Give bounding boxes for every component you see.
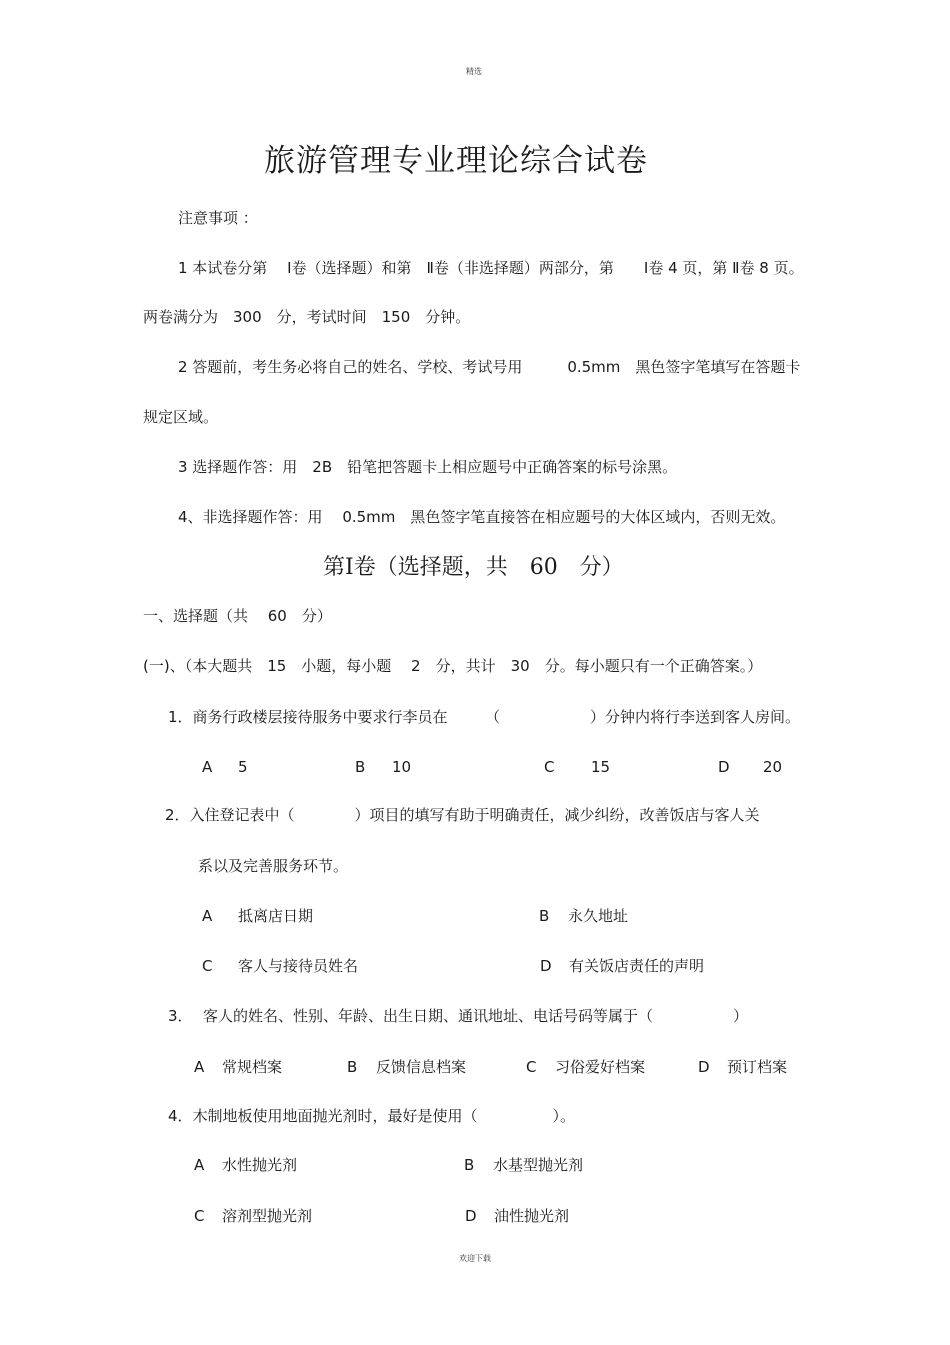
- question-4-option-d-text: 油性抛光剂: [494, 1207, 570, 1225]
- question-4-option-b-letter: B: [464, 1156, 475, 1174]
- part-heading: 一、选择题（共 60 分）: [143, 607, 332, 625]
- notice-item-1-line-1: 1 本试卷分第 Ⅰ卷（选择题）和第 Ⅱ卷（非选择题）两部分，第 Ⅰ卷 4 页，第 Ⅱ卷 8 页。: [178, 259, 804, 277]
- notice-heading: 注意事项 ：: [178, 209, 258, 227]
- page-header: 精选: [466, 67, 482, 76]
- question-2-option-c-letter: C: [202, 957, 213, 975]
- question-1-option-c-text: 15: [591, 758, 611, 776]
- section-title: 第Ⅰ卷（选择题，共 60 分）: [323, 555, 624, 580]
- question-4-stem: 4．木制地板使用地面抛光剂时，最好是使用（ ）。: [168, 1107, 576, 1125]
- question-1-option-d-letter: D: [718, 758, 730, 776]
- question-3-option-c-text: 习俗爱好档案: [555, 1058, 646, 1076]
- notice-item-4: 4、非选择题作答：用 0.5mm 黑色签字笔直接答在相应题号的大体区域内，否则无效。: [178, 508, 786, 526]
- question-3-option-a-text: 常规档案: [222, 1058, 283, 1076]
- question-2-option-d-letter: D: [540, 957, 552, 975]
- question-1-option-b-letter: B: [355, 758, 366, 776]
- question-1-stem: 1．商务行政楼层接待服务中要求行李员在 （ ）分钟内将行李送到客人房间。: [168, 708, 801, 726]
- question-3-option-c-letter: C: [526, 1058, 537, 1076]
- question-2-option-a-letter: A: [202, 907, 213, 925]
- question-1-option-a-text: 5: [238, 758, 248, 776]
- question-4-option-a-text: 水性抛光剂: [222, 1156, 298, 1174]
- question-2-stem-line-2: 系以及完善服务环节。: [198, 857, 349, 875]
- question-2-option-c-text: 客人与接待员姓名: [238, 957, 359, 975]
- question-3-stem-close: ）: [733, 1007, 749, 1025]
- question-3-option-b-text: 反馈信息档案: [376, 1058, 467, 1076]
- question-3-stem: 客人的姓名、性别、年龄、出生日期、通讯地址、电话号码等属于（: [203, 1007, 654, 1025]
- question-4-option-c-text: 溶剂型抛光剂: [222, 1207, 313, 1225]
- question-1-option-c-letter: C: [544, 758, 555, 776]
- question-2-stem-line-1: 2．入住登记表中（ ）项目的填写有助于明确责任，减少纠纷，改善饭店与客人关: [165, 806, 760, 824]
- question-3-option-b-letter: B: [347, 1058, 358, 1076]
- sub-heading: (一)、（本大题共 15 小题，每小题 2 分，共计 30 分。每小题只有一个正确答案。）: [143, 657, 763, 675]
- page-title: 旅游管理专业理论综合试卷: [264, 143, 648, 179]
- question-1-option-d-text: 20: [763, 758, 783, 776]
- question-4-option-a-letter: A: [194, 1156, 205, 1174]
- question-1-option-b-text: 10: [392, 758, 412, 776]
- question-3-option-a-letter: A: [194, 1058, 205, 1076]
- question-4-option-c-letter: C: [194, 1207, 205, 1225]
- question-2-option-a-text: 抵离店日期: [238, 907, 314, 925]
- page-footer: 欢迎下载: [459, 1254, 491, 1263]
- notice-item-2-line-1: 2 答题前，考生务必将自己的姓名、学校、考试号用 0.5mm 黑色签字笔填写在答题卡: [178, 358, 801, 376]
- question-1-option-a-letter: A: [202, 758, 213, 776]
- question-4-option-d-letter: D: [465, 1207, 477, 1225]
- question-2-option-b-text: 永久地址: [568, 907, 629, 925]
- question-3-option-d-text: 预订档案: [727, 1058, 788, 1076]
- notice-item-2-line-2: 规定区域。: [143, 408, 219, 426]
- notice-item-3: 3 选择题作答：用 2B 铅笔把答题卡上相应题号中正确答案的标号涂黑。: [178, 458, 678, 476]
- question-2-option-d-text: 有关饭店责任的声明: [569, 957, 705, 975]
- question-4-option-b-text: 水基型抛光剂: [493, 1156, 584, 1174]
- question-3-option-d-letter: D: [698, 1058, 710, 1076]
- question-3-number: 3．: [168, 1007, 193, 1025]
- notice-item-1-line-2: 两卷满分为 300 分，考试时间 150 分钟。: [143, 308, 471, 326]
- question-2-option-b-letter: B: [539, 907, 550, 925]
